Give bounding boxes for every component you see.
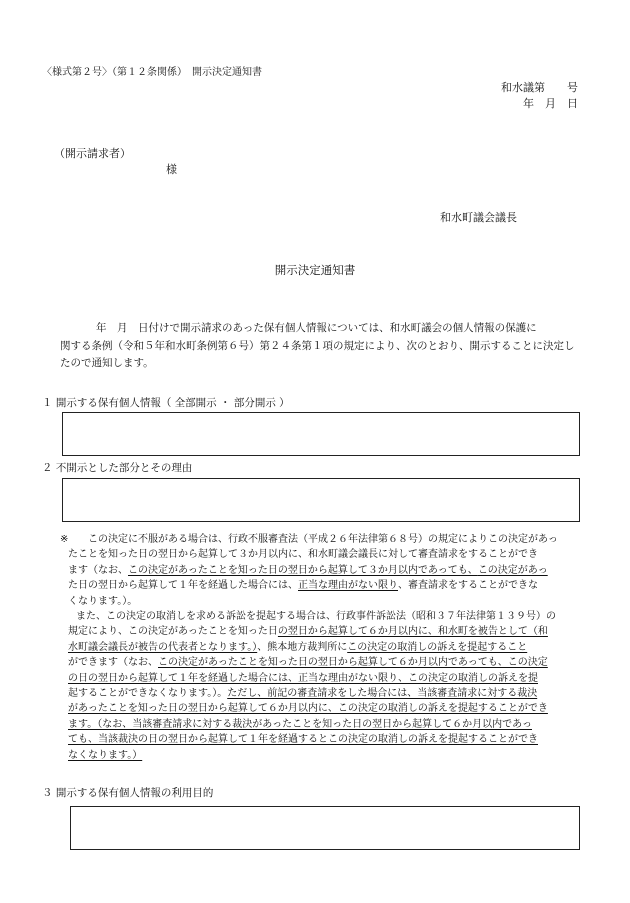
note-line [68, 686, 582, 701]
section-3-field[interactable] [70, 806, 580, 850]
requester-label: （開示請求者） [54, 147, 131, 160]
note-mark: ※ [60, 534, 69, 545]
note-text: 、審査請求をすることができな [398, 580, 538, 592]
note-underlined: この決定があったことを知った日の翌日から起算して３か月以内であっても、 [128, 564, 478, 576]
note-line [68, 640, 582, 655]
note-line [68, 671, 582, 686]
note-underlined: この決定の取消しの訴えを提起すること [347, 641, 528, 653]
note-text: ができます（なお、 [68, 657, 158, 669]
note-line [68, 624, 582, 639]
note-line [68, 563, 582, 578]
body-line: 関する条例（令和５年和水町条例第６号）第２４条第１項の規定により、次のとおり、開示することに決定し [60, 339, 575, 352]
body-paragraph [60, 320, 580, 373]
note-text: 起することができなくなります。）。 [68, 688, 228, 700]
note-underlined: この決定があっ [477, 564, 548, 576]
note-line: ても、当該裁決の日の翌日から起算して１年を経過するとこの決定の取消しの訴えを提起することができ [68, 734, 538, 746]
note-text: た日の翌日から起算して１年を経過した場合には、 [68, 580, 298, 592]
section-3-heading: ３ 開示する保有個人情報の利用目的 [42, 787, 214, 799]
section-2-field[interactable] [62, 478, 580, 522]
note-line: くなります。）。 [68, 595, 138, 607]
note-underlined: の翌日から起算して６か月以内に、和水町を被告として（和 [277, 626, 548, 638]
document-number: 和水議第 号 [501, 81, 578, 94]
document-date: 年 月 日 [523, 97, 578, 110]
note-line: この決定に不服がある場合は、行政不服審査法（平成２６年法律第６８号）の規定によりこの決定があっ [88, 534, 558, 545]
section-2-heading: ２ 不開示とした部分とその理由 [42, 462, 193, 474]
page-title: 開示決定通知書 [274, 263, 356, 277]
body-line: 年 月 日付けで開示請求のあった保有個人情報については、和水町議会の個人情報の保護に [96, 322, 537, 334]
issuer: 和水町議会議長 [440, 211, 517, 224]
note-text: 規定により、この決定があったことを知った日 [68, 626, 278, 638]
note-line: たことを知った日の翌日から起算して３か月以内に、和水町議会議長に対して審査請求をすることができ [68, 549, 538, 561]
section-1-field[interactable] [62, 412, 580, 456]
note-underlined: この決定があったことを知った日の翌日から起算して６か月以内であっても、この決定 [158, 657, 548, 669]
note-line: また、この決定の取消しを求める訴訟を提起する場合は、行政事件訴訟法（昭和３７年法律第１３９号）の [76, 611, 556, 623]
note-underlined: 水町議会議長が被告の代表者となります。） [68, 641, 258, 653]
appeal-notice [68, 532, 582, 763]
honorific: 様 [166, 163, 177, 176]
note-underlined: の日の翌日から起算して１年を経過した場合には、 [68, 672, 298, 684]
section-1-heading: １ 開示する保有個人情報（ 全部開示 ・ 部分開示 ） [42, 397, 290, 409]
note-underlined: 正当な理由がない限り、この決定の取消しの訴えを提 [298, 672, 538, 684]
note-underlined: 正当な理由がない限り [298, 580, 398, 592]
note-line: なくなります。） [68, 749, 143, 761]
body-line: たので通知します。 [60, 357, 154, 370]
note-line: ます。（なお、当該審査請求に対する裁決があったことを知った日の翌日から起算して６か月以内であっ [68, 718, 532, 730]
note-line [68, 655, 582, 670]
note-underlined: ただし、前記の審査請求をした場合には、当該審査請求に対する裁決 [227, 688, 538, 700]
form-label: 〈様式第２号〉（第１２条関係） 開示決定通知書 [42, 67, 262, 78]
note-text: 、熊本地方裁判所に [257, 641, 348, 653]
note-line [68, 578, 582, 593]
note-line: があったことを知った日の翌日から起算して６か月以内に、この決定の取消しの訴えを提起することができ [68, 703, 548, 715]
note-text: ます（なお、 [68, 564, 128, 576]
